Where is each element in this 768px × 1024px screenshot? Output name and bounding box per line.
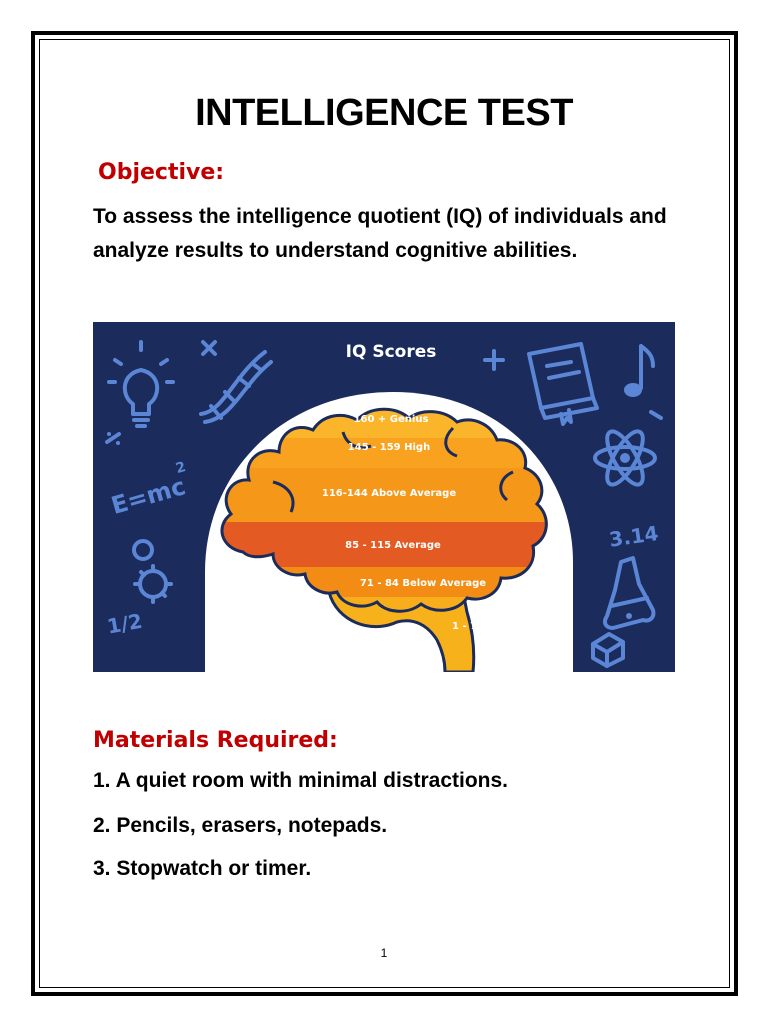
infographic-title: IQ Scores <box>345 342 437 362</box>
materials-heading: Materials Required: <box>93 728 338 753</box>
page-title: INTELLIGENCE TEST <box>195 92 573 134</box>
page-number: 1 <box>380 946 388 960</box>
pi-text: 3.14 <box>607 521 660 552</box>
materials-item: 1. A quiet room with minimal distractions. <box>93 769 508 792</box>
fraction-text: 1/2 <box>105 608 145 639</box>
svg-text:2: 2 <box>173 458 188 478</box>
objective-heading: Objective: <box>98 160 225 185</box>
objective-text: To assess the intelligence quotient (IQ) of individuals and analyze results to understand cognitive abilities. <box>93 205 667 262</box>
band-label-low: 1 - 70 Low <box>452 621 510 632</box>
band-label-average: 85 - 115 Average <box>345 540 441 551</box>
band-label-high: 145 - 159 High <box>347 442 431 453</box>
materials-item: 2. Pencils, erasers, notepads. <box>93 814 388 837</box>
band-label-above-average: 116-144 Above Average <box>321 488 457 499</box>
materials-item: 3. Stopwatch or timer. <box>93 857 312 880</box>
band-label-below-average: 71 - 84 Below Average <box>359 578 487 589</box>
iq-scores-infographic <box>93 322 675 672</box>
band-label-genius: 160 + Genius <box>353 414 429 425</box>
svg-text:E=mc: E=mc <box>108 472 189 520</box>
